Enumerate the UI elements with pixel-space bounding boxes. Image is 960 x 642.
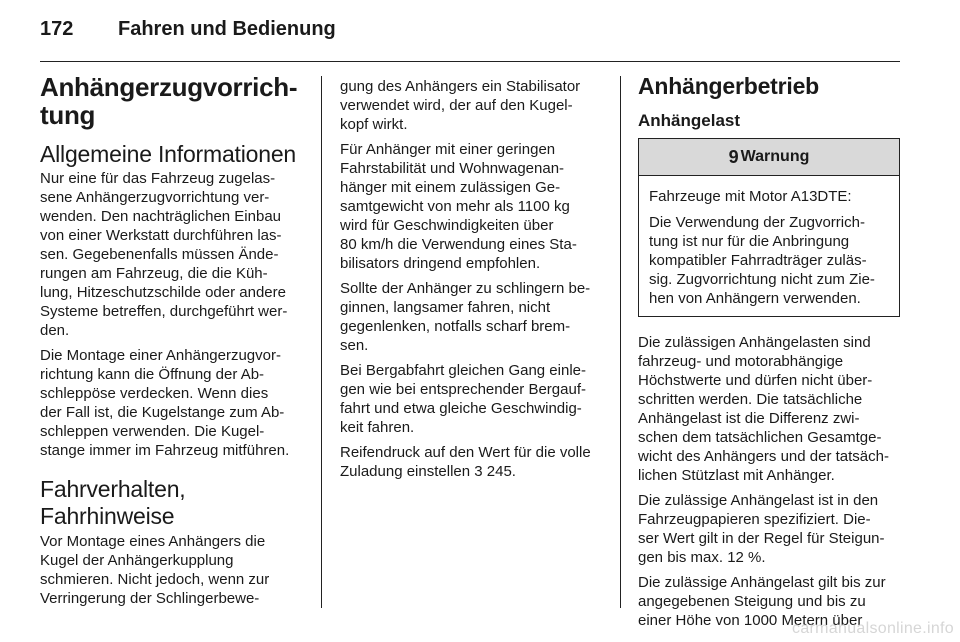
paragraph: Die zulässige Anhängelast gilt bis zur angegebenen Steigung und bis zu einer Höhe von 1000 Metern über [638, 574, 886, 629]
subsection-title-trailer: Anhängerbetrieb [638, 73, 820, 99]
column-divider-right [620, 76, 621, 608]
warning-title: Warnung [740, 148, 810, 165]
paragraph: Für Anhänger mit einer geringen Fahrstabilität und Wohnwagenan- hänger mit einem zulässigen Ge- samtgewicht von mehr als 1100 kg wird für Geschwindigkeiten über 80 km/h die Verwendung eines Sta- bilisators dringend empfohlen. [340, 141, 577, 272]
subsection-title-driving: Fahrverhalten, Fahrhinweise [40, 476, 186, 529]
paragraph: Vor Montage eines Anhängers die Kugel der Anhängerkupplung schmieren. Nicht jedoch, wenn zur Verringerung der Schlingerbewe- [40, 533, 270, 607]
paragraph: gung des Anhängers ein Stabilisator verwendet wird, der auf den Kugel- kopf wirkt. [340, 78, 581, 133]
watermark: carmanualsonline.info [792, 620, 954, 637]
sub-subsection-title: Anhängelast [638, 111, 741, 130]
page-reference-arrow-icon: 3 [474, 463, 483, 480]
warning-body: Fahrzeuge mit Motor A13DTE: Die Verwendung der Zugvorrich- tung ist nur für die Anbringung kompatibler Fahrradträger zuläs- sig. Zugvorrichtung nicht zum Zie- hen von Anhängern verwenden. [649, 188, 875, 307]
paragraph: Bei Bergabfahrt gleichen Gang einle- gen wie bei entsprechender Bergauf- fahrt und etwa gleiche Geschwindig- keit fahren. [340, 362, 586, 436]
page-reference: 245. [486, 463, 516, 480]
paragraph: Die zulässigen Anhängelasten sind fahrzeug- und motorabhängige Höchstwerte und dürfen nicht über- schritten werden. Die tatsächliche Anhängelast ist die Differenz zwi- schen dem tatsächlichen Gesamtge- wicht des Anhängers und der tatsäch- lichen Stützlast mit Anhänger. [638, 334, 889, 484]
subsection-title-general: Allgemeine Informationen [40, 141, 297, 167]
paragraph: Die Montage einer Anhängerzugvor- richtung kann die Öffnung der Ab- schleppöse verdecken. Wenn dies der Fall ist, die Kugelstange zum Ab- schleppen verwenden. Die Kugel- stange immer im Fahrzeug mitführen. [40, 347, 290, 459]
section-title: Anhängerzugvorrich- tung [40, 72, 298, 130]
warning-icon: 9 [728, 146, 739, 167]
column-middle [340, 77, 604, 481]
page-number: 172 [40, 18, 74, 40]
column-divider-left [321, 76, 322, 608]
header-rule [40, 61, 900, 62]
column-right [638, 73, 902, 630]
paragraph: Nur eine für das Fahrzeug zugelas- sene Anhängerzugvorrichtung ver- wenden. Den nachträglichen Einbau von einer Werkstatt durchführen las- sen. Gegebenenfalls müssen Ände- rungen am Fahrzeug, die die Küh- lung, Hitzeschutzschilde oder andere Systeme betreffen, durchgeführt wer- den. [40, 170, 288, 339]
column-left [40, 73, 302, 608]
paragraph: Die zulässige Anhängelast ist in den Fahrzeugpapieren spezifiziert. Die- ser Wert gilt in der Regel für Steigun- gen bis max. 12 %. [638, 492, 885, 566]
warning-header [639, 139, 899, 176]
paragraph: Sollte der Anhänger zu schlingern be- ginnen, langsamer fahren, nicht gegenlenken, notfalls scharf brem- sen. [340, 280, 591, 354]
paragraph: Reifendruck auf den Wert für die volle Zuladung einstellen 3 245. [340, 444, 591, 480]
warning-box [638, 138, 900, 317]
running-title: Fahren und Bedienung [118, 18, 336, 40]
page-header [40, 18, 900, 48]
